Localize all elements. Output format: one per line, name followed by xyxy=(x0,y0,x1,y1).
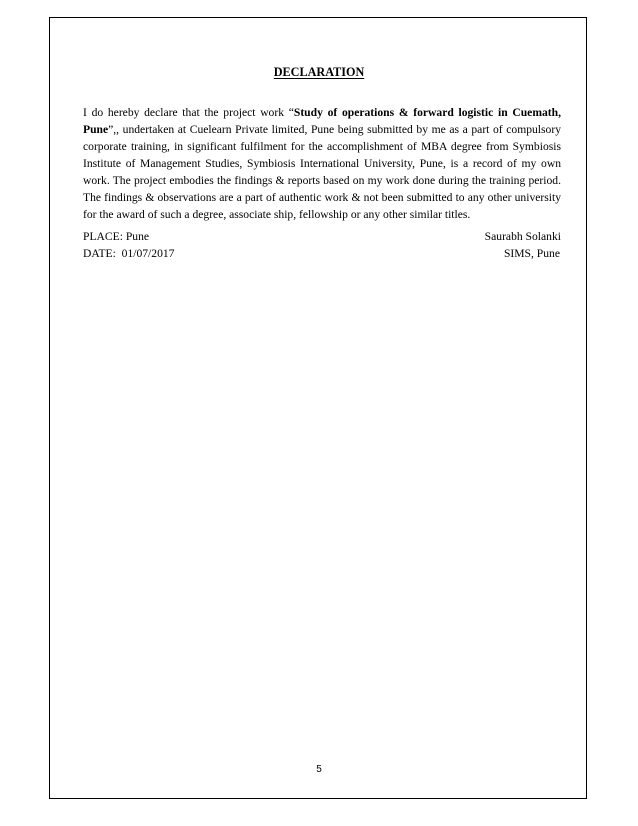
date-label: DATE: 01/07/2017 xyxy=(83,247,175,260)
place-label: PLACE: Pune xyxy=(83,230,150,243)
declaration-rest: ”,, undertaken at Cuelearn Private limited, Pune being submitted by me as a part of compulsory corporate training, in significant fulfilment for the accomplishment of MBA degree from Symbiosis Institute of Management Studies, Symbiosis International University, Pune, is a record of my own work. The project embodies the findings & reports based on my work done during the training period. The findings & observations are a part of authentic work & not been submitted to any other university for the award of such a degree, associate ship, fellowship or any other similar titles. xyxy=(83,123,561,221)
signatory-institute: SIMS, Pune xyxy=(503,247,560,260)
project-title: Study of operations & forward logistic in Cuemath, Pune xyxy=(83,106,561,136)
declaration-title: DECLARATION xyxy=(273,65,365,79)
signatory-name: Saurabh Solanki xyxy=(484,230,561,243)
declaration-body xyxy=(83,104,561,223)
page-number: 5 xyxy=(316,764,322,775)
declaration-intro: I do hereby declare that the project work “ xyxy=(83,106,294,119)
